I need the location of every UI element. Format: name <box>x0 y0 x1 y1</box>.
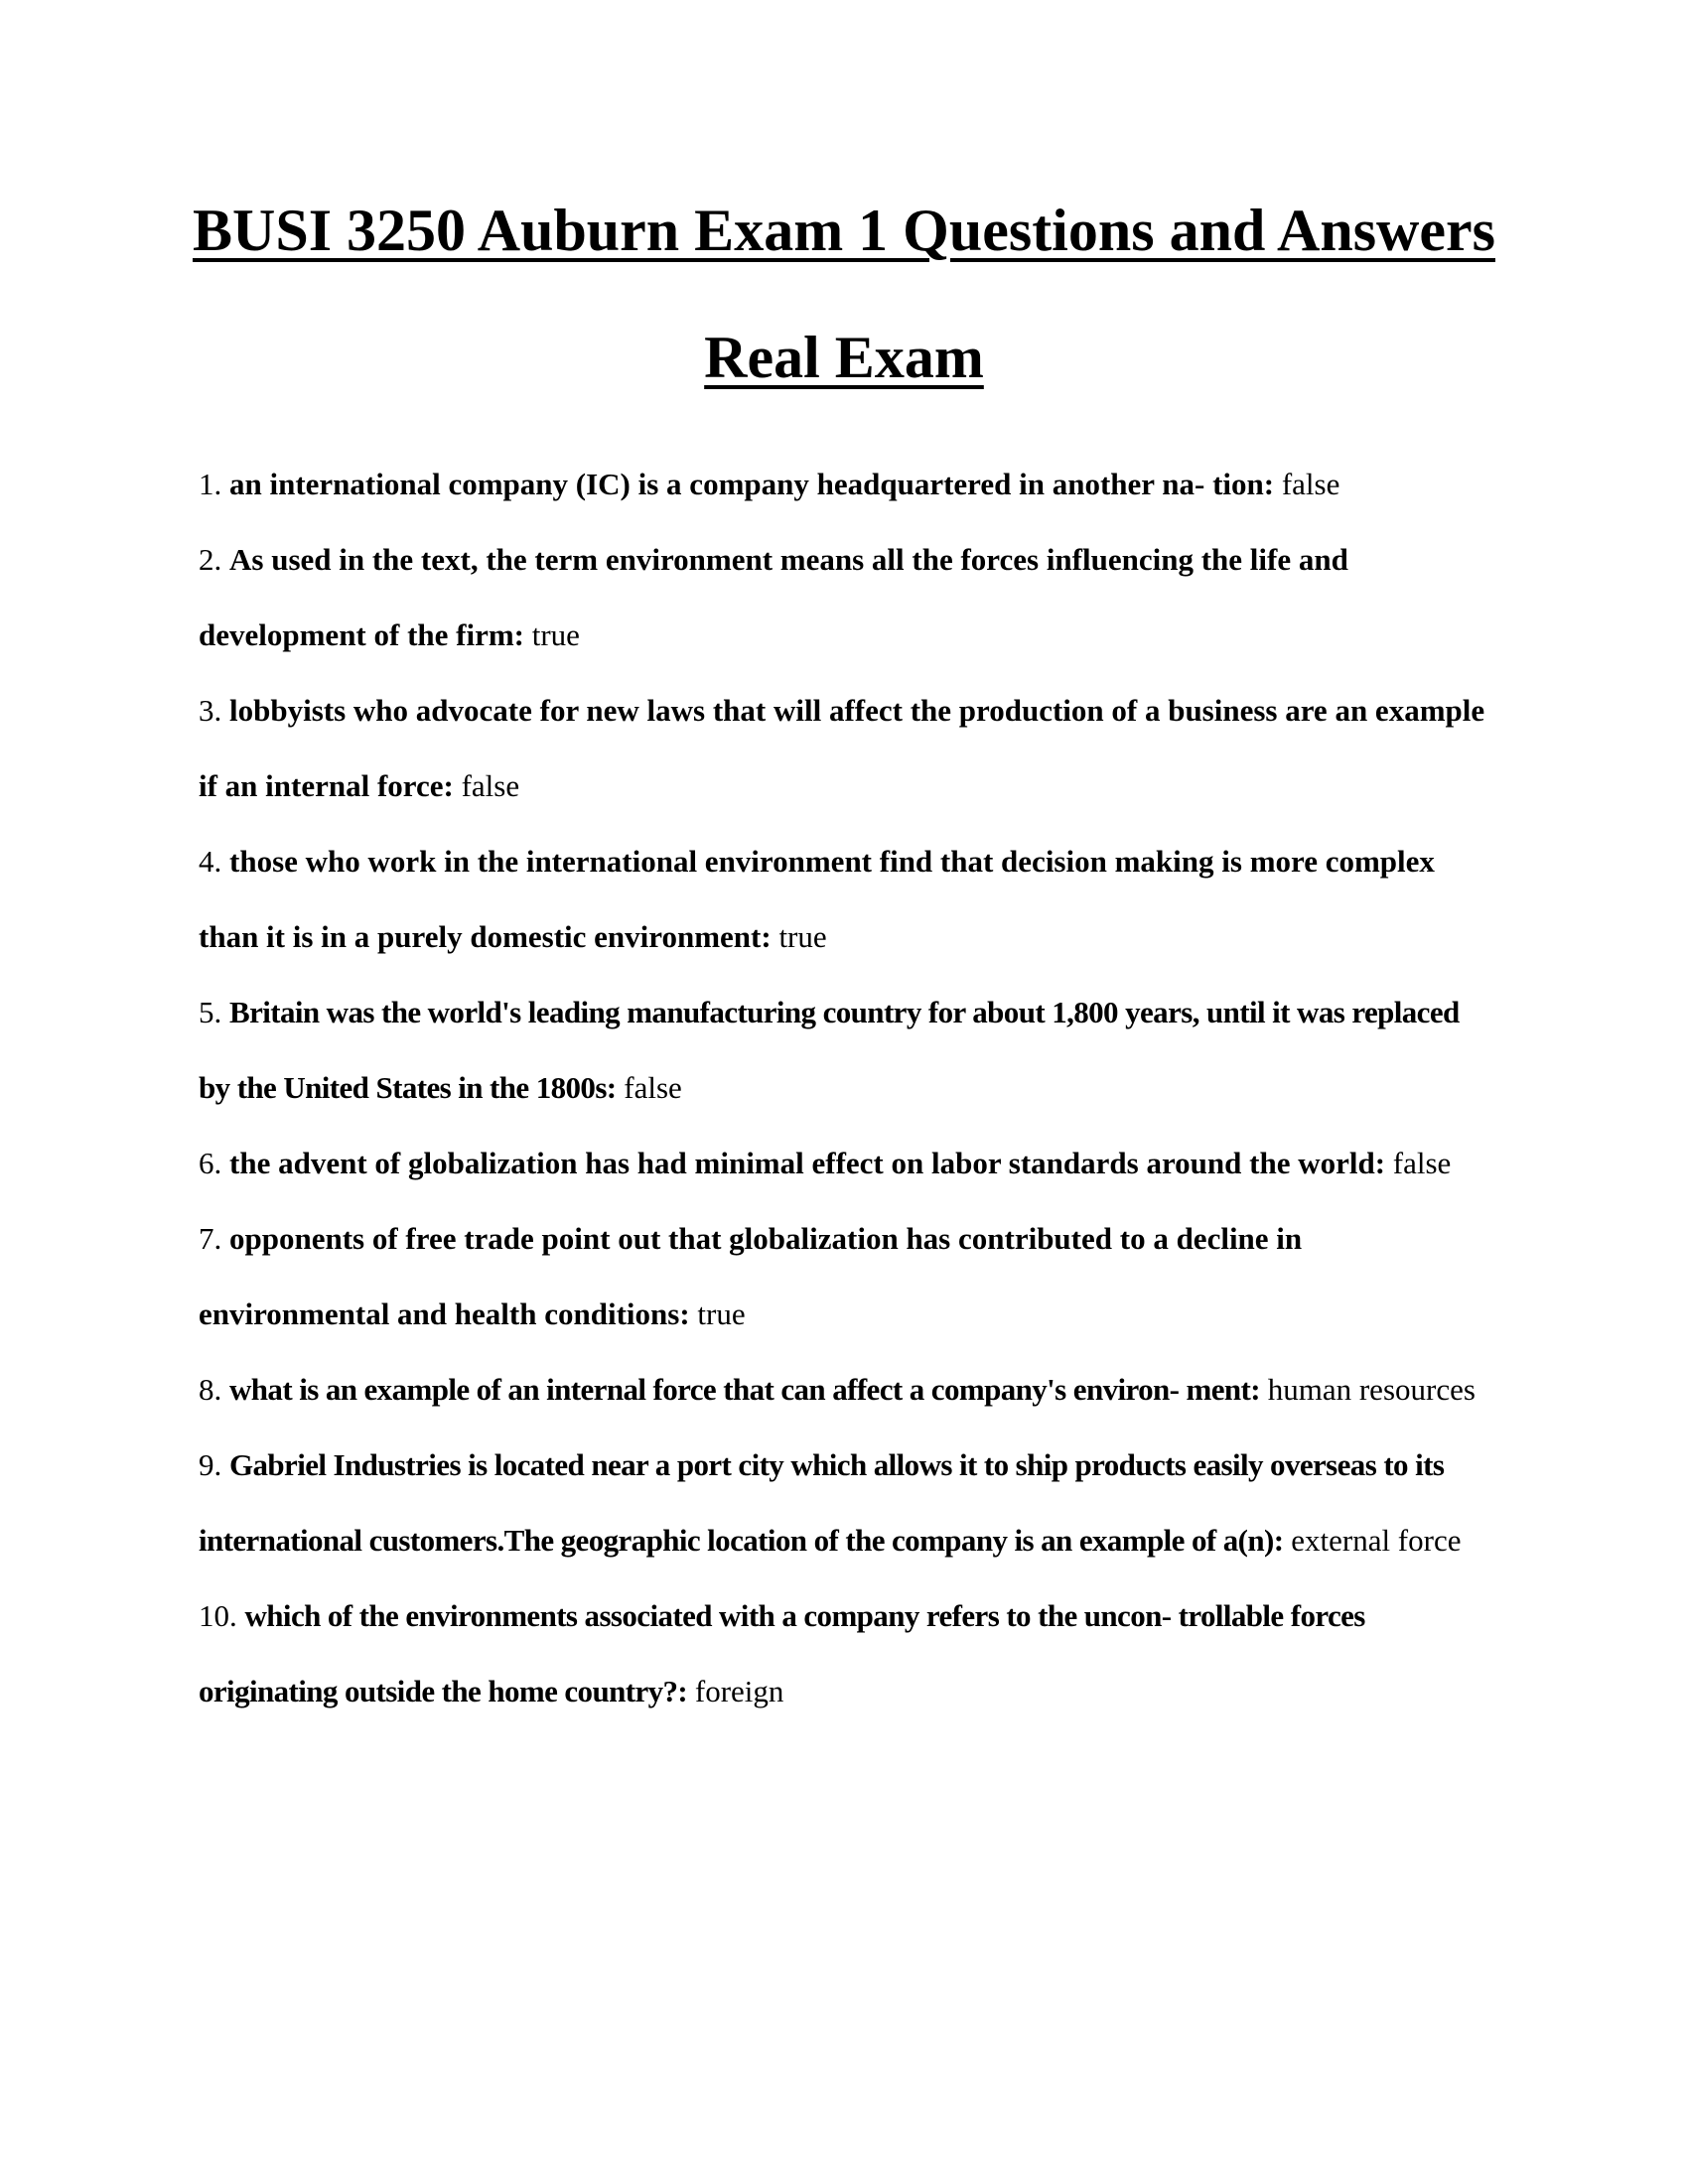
question-item-2 <box>199 522 1489 673</box>
question-item-10 <box>199 1578 1489 1729</box>
answer-text: foreign <box>694 1674 784 1708</box>
question-text: Gabriel Industries is located near a port city which allows it to ship products easily overseas to its international customers.The geographic location of the company is an example of a(n): <box>199 1447 1445 1558</box>
question-text: which of the environments associated with a company refers to the uncon- trollable forces originating outside the home country?: <box>199 1598 1365 1708</box>
question-item-8 <box>199 1352 1489 1428</box>
question-item-1 <box>199 447 1489 522</box>
answer-text: false <box>1392 1146 1452 1180</box>
answer-text: false <box>1281 467 1340 501</box>
question-item-3 <box>199 673 1489 824</box>
question-item-5 <box>199 975 1489 1126</box>
question-text: those who work in the international environment find that decision making is more complex than it is in a purely domestic environment: <box>199 844 1435 954</box>
question-number: 6. <box>199 1146 222 1180</box>
question-item-9 <box>199 1428 1489 1578</box>
question-text: the advent of globalization has had minimal effect on labor standards around the world: <box>229 1146 1386 1180</box>
answer-text: true <box>778 919 827 954</box>
question-item-4 <box>199 824 1489 975</box>
question-number: 8. <box>199 1372 222 1407</box>
answer-text: human resources <box>1267 1372 1476 1407</box>
answer-text: false <box>624 1070 682 1105</box>
question-text: opponents of free trade point out that globalization has contributed to a decline in environmental and health conditions: <box>199 1221 1303 1331</box>
question-number: 4. <box>199 844 222 879</box>
question-number: 7. <box>199 1221 222 1256</box>
question-text: lobbyists who advocate for new laws that will affect the production of a business are an example if an internal force: <box>199 693 1485 803</box>
question-number: 9. <box>199 1447 222 1482</box>
question-text: what is an example of an internal force that can affect a company's environ- ment: <box>229 1372 1260 1407</box>
question-item-6 <box>199 1126 1489 1201</box>
question-list <box>199 447 1489 1729</box>
document-subtitle: Real Exam <box>704 325 984 390</box>
question-number: 10. <box>199 1598 237 1633</box>
answer-text: true <box>697 1297 746 1331</box>
question-item-7 <box>199 1201 1489 1352</box>
question-number: 2. <box>199 542 222 577</box>
question-number: 5. <box>199 995 222 1029</box>
answer-text: false <box>461 768 520 803</box>
question-text: an international company (IC) is a company headquartered in another na- tion: <box>229 467 1275 501</box>
document-title: BUSI 3250 Auburn Exam 1 Questions and Answers <box>192 198 1495 263</box>
question-number: 3. <box>199 693 222 728</box>
question-text: Britain was the world's leading manufacturing country for about 1,800 years, until it was replaced by the United States in the 1800s: <box>199 995 1460 1105</box>
answer-text: true <box>531 617 580 652</box>
question-number: 1. <box>199 467 222 501</box>
answer-text: external force <box>1291 1523 1462 1558</box>
question-text: As used in the text, the term environment means all the forces influencing the life and development of the firm: <box>199 542 1348 652</box>
